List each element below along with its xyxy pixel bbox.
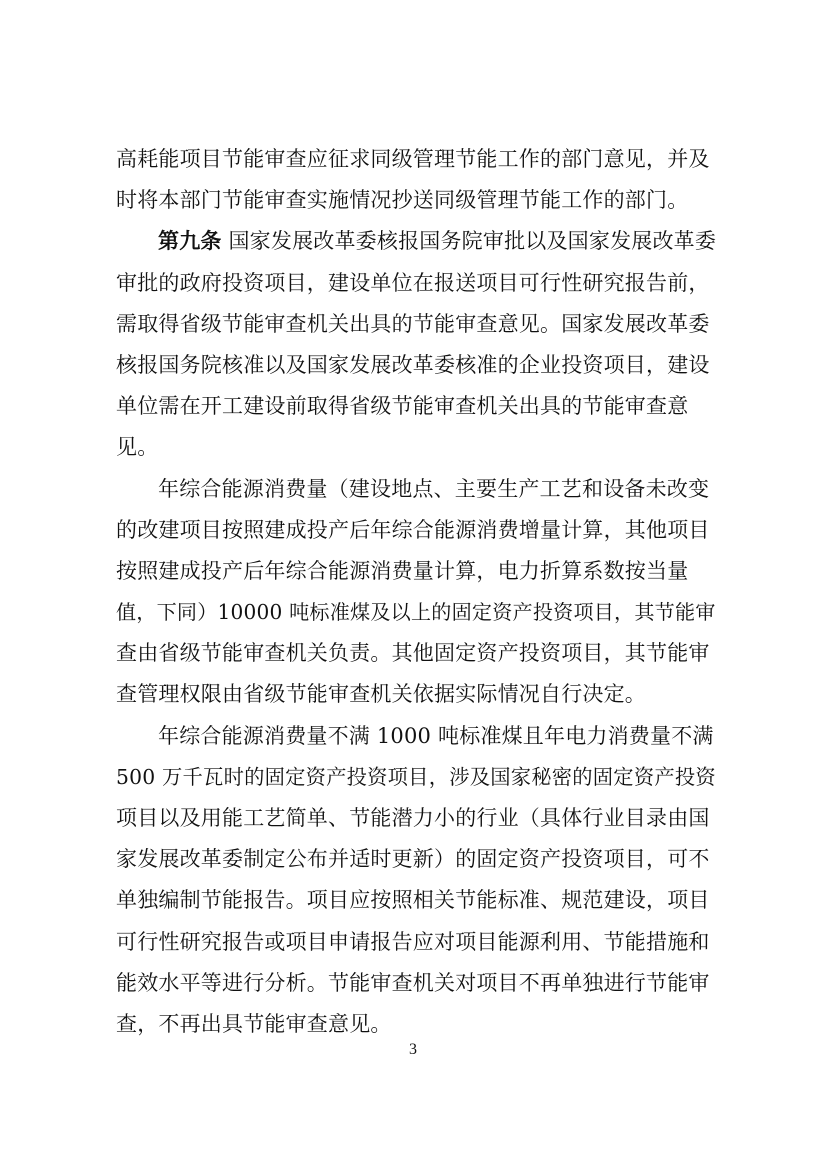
text-line [116,427,716,468]
text-line [116,633,716,674]
line-text: 见。 [116,435,159,460]
line-text: 按照建成投产后年综合能源消费量计算，电力折算系数按当量 [116,558,689,583]
line-text: 需取得省级节能审查机关出具的节能审查意见。国家发展改革委 [116,311,710,336]
line-text: 时将本部门节能审查实施情况抄送同级管理节能工作的部门。 [116,188,689,213]
text-line [116,880,716,921]
line-text: 年综合能源消费量（建设地点、主要生产工艺和设备未改变 [158,476,710,501]
text-line [116,263,716,304]
line-text: 可行性研究报告或项目申请报告应对项目能源利用、节能措施和 [116,929,710,954]
line-text: 单独编制节能报告。项目应按照相关节能标准、规范建设，项目 [116,888,710,913]
text-line [116,510,716,551]
line-text: 能效水平等进行分析。节能审查机关对项目不再单独进行节能审 [116,970,710,995]
text-line [116,592,716,633]
text-line [116,551,716,592]
line-text: 值，下同）10000 吨标准煤及以上的固定资产投资项目，其节能审 [116,600,716,625]
line-text: 项目以及用能工艺简单、节能潜力小的行业（具体行业目录由国 [116,806,710,830]
line-text: 家发展改革委制定公布并适时更新）的固定资产投资项目，可不 [116,847,710,872]
line-text: 年综合能源消费量不满 1000 吨标准煤且年电力消费量不满 [158,723,714,748]
text-line [116,469,716,510]
text-line [116,180,716,221]
line-text: 国家发展改革委核报国务院审批以及国家发展改革委 [221,229,717,254]
article-heading: 第九条 [158,229,222,254]
line-text: 单位需在开工建设前取得省级节能审查机关出具的节能审查意 [116,394,689,419]
line-text: 高耗能项目节能审查应征求同级管理节能工作的部门意见，并及 [116,147,710,171]
text-line [116,139,716,180]
line-text: 查管理权限由省级节能审查机关依据实际情况自行决定。 [116,682,646,707]
text-line [116,674,716,715]
text-line [116,1004,716,1045]
body-text [116,139,716,1045]
line-text: 的改建项目按照建成投产后年综合能源消费增量计算，其他项目 [116,517,710,542]
text-line [116,922,716,963]
text-line [116,798,716,839]
text-line [116,716,716,757]
text-line [116,757,716,798]
page-number: 3 [409,1041,417,1058]
line-text: 查，不再出具节能审查意见。 [116,1011,392,1036]
text-line [116,386,716,427]
line-text: 查由省级节能审查机关负责。其他固定资产投资项目，其节能审 [116,641,710,666]
line-text: 审批的政府投资项目，建设单位在报送项目可行性研究报告前， [116,270,710,295]
text-line [116,221,716,262]
text-line [116,963,716,1004]
line-text: 核报国务院核准以及国家发展改革委核准的企业投资项目，建设 [116,352,710,377]
text-line [116,839,716,880]
text-line [116,345,716,386]
line-text: 500 万千瓦时的固定资产投资项目，涉及国家秘密的固定资产投资 [116,764,716,789]
text-line [116,304,716,345]
